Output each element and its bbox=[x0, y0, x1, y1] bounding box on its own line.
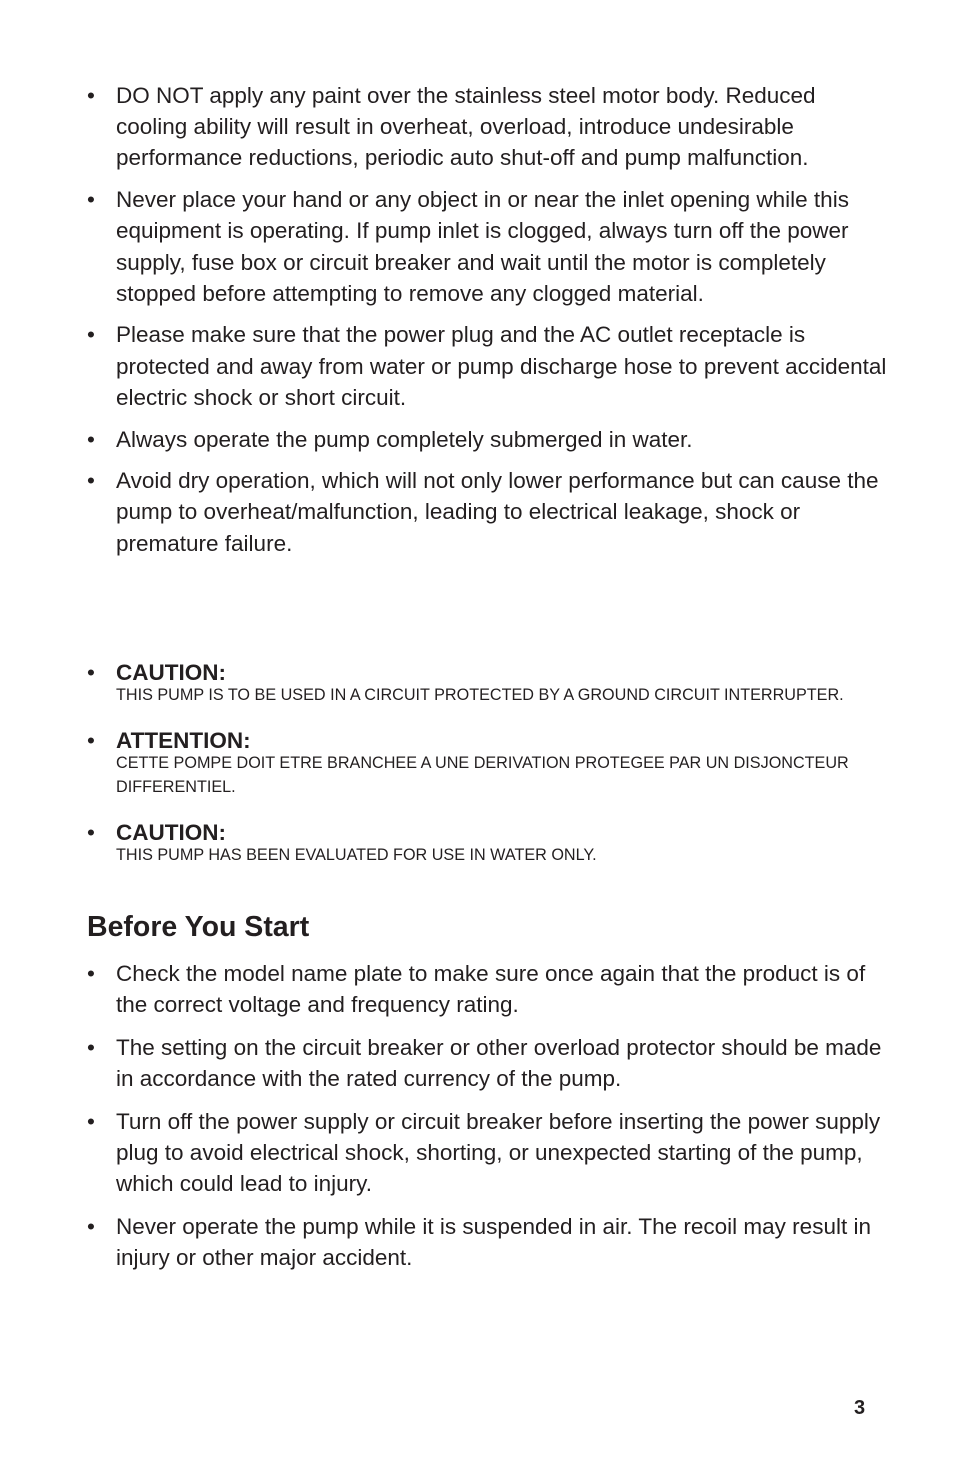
caution-text: THIS PUMP HAS BEEN EVALUATED FOR USE IN WATER ONLY. bbox=[116, 846, 597, 864]
list-item-text: DO NOT apply any paint over the stainless steel motor body. Reduced cooling ability will result in overheat, overload, introduce undesirable performance reductions, periodic auto shut-off and pump malfunction. bbox=[116, 83, 816, 171]
list-item bbox=[87, 184, 887, 309]
list-item bbox=[87, 958, 887, 1020]
bullet-icon: • bbox=[87, 961, 95, 986]
page-number: 3 bbox=[854, 1397, 866, 1419]
caution-item bbox=[87, 817, 887, 867]
caution-heading: ATTENTION: bbox=[116, 728, 251, 753]
bullet-icon: • bbox=[87, 820, 95, 845]
warning-list bbox=[87, 80, 887, 569]
bullet-icon: • bbox=[87, 187, 95, 213]
list-item bbox=[87, 465, 887, 559]
bullet-icon: • bbox=[87, 426, 95, 452]
caution-text: THIS PUMP IS TO BE USED IN A CIRCUIT PROTECTED BY A GROUND CIRCUIT INTERRUPTER. bbox=[116, 686, 844, 704]
bullet-icon: • bbox=[87, 83, 95, 108]
list-item-text: Please make sure that the power plug and the AC outlet receptacle is protected and away from water or pump discharge hose to prevent accidental electric shock or short circuit. bbox=[116, 322, 887, 410]
list-item-text: Never operate the pump while it is suspended in air. The recoil may result in injury or other major accident. bbox=[116, 1213, 871, 1271]
caution-heading: CAUTION: bbox=[116, 820, 226, 845]
list-item bbox=[87, 1032, 887, 1094]
list-item bbox=[87, 1211, 887, 1273]
list-item-text: The setting on the circuit breaker or other overload protector should be made in accordance with the rated currency of the pump. bbox=[116, 1034, 882, 1092]
list-item bbox=[87, 319, 887, 413]
list-item bbox=[87, 1106, 887, 1200]
bullet-icon: • bbox=[87, 1108, 95, 1134]
bullet-icon: • bbox=[87, 728, 95, 753]
caution-list bbox=[87, 657, 887, 885]
before-you-start-list bbox=[87, 958, 887, 1285]
caution-item bbox=[87, 725, 887, 799]
bullet-icon: • bbox=[87, 322, 95, 348]
list-item-text: Always operate the pump completely submerged in water. bbox=[116, 426, 693, 452]
bullet-icon: • bbox=[87, 1034, 95, 1060]
bullet-icon: • bbox=[87, 660, 95, 685]
list-item-text: Avoid dry operation, which will not only lower performance but can cause the pump to overheat/malfunction, leading to electrical leakage, shock or premature failure. bbox=[116, 468, 879, 556]
list-item-text: Turn off the power supply or circuit breaker before inserting the power supply plug to avoid electrical shock, shorting, or unexpected starting of the pump, which could lead to injury. bbox=[116, 1108, 881, 1197]
caution-heading: CAUTION: bbox=[116, 660, 226, 685]
bullet-icon: • bbox=[87, 468, 95, 494]
list-item-text: Never place your hand or any object in or near the inlet opening while this equipment is operating. If pump inlet is clogged, always turn off the power supply, fuse box or circuit breaker and wait until the motor is completely stopped before attempting to remove any clogged material. bbox=[116, 187, 849, 306]
caution-item bbox=[87, 657, 887, 707]
section-heading: Before You Start bbox=[87, 911, 310, 943]
list-item bbox=[87, 424, 887, 455]
bullet-icon: • bbox=[87, 1213, 95, 1239]
list-item-text: Check the model name plate to make sure once again that the product is of the correct voltage and frequency rating. bbox=[116, 961, 866, 1018]
caution-text: CETTE POMPE DOIT ETRE BRANCHEE A UNE DERIVATION PROTEGEE PAR UN DISJONCTEUR DIFFERENTIEL. bbox=[116, 754, 849, 796]
list-item bbox=[87, 80, 887, 174]
